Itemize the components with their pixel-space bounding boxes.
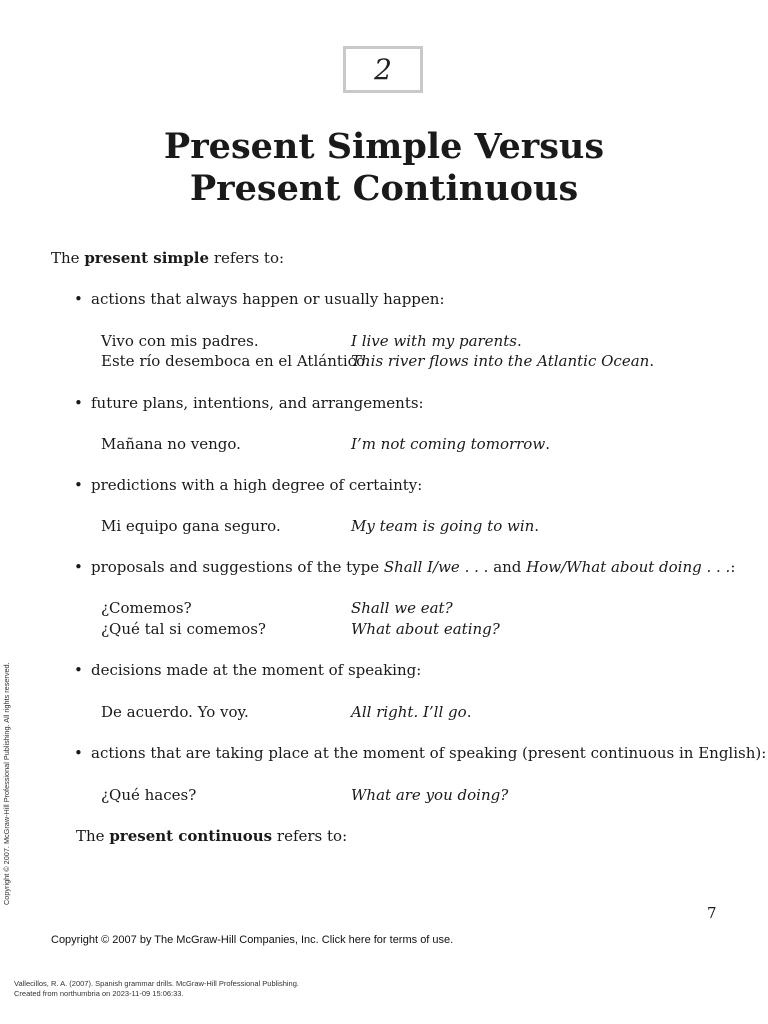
example-spanish: ¿Comemos? [101, 599, 192, 617]
use-text: proposals and suggestions of the type Shall I/we . . . and How/What about doing . . .: [91, 558, 736, 576]
example-spanish: ¿Qué tal si comemos? [101, 620, 266, 638]
chapter-title-line-2: Present Continuous [189, 168, 579, 209]
citation-line: Vallecillos, R. A. (2007). Spanish grammar drills. McGraw-Hill Professional Publishing. [14, 979, 299, 988]
bullet-icon: • [74, 558, 83, 576]
intro-present-simple [51, 248, 284, 268]
example-spanish: Mañana no vengo. [101, 435, 241, 453]
page-number: 7 [707, 904, 717, 922]
example-english: What about eating? [351, 620, 500, 638]
created-line: Created from northumbria on 2023-11-09 15:06:33. [14, 989, 184, 998]
intro-text: refers to: [209, 249, 285, 267]
intro-text: refers to: [272, 827, 348, 845]
chapter-number: 2 [374, 53, 392, 86]
intro-present-continuous [76, 826, 347, 846]
bullet-icon: • [74, 744, 83, 762]
intro-text: The [51, 249, 85, 267]
example-english: This river flows into the Atlantic Ocean. [351, 352, 655, 370]
use-item [74, 475, 422, 495]
example-spanish: ¿Qué haces? [101, 786, 197, 804]
example-english: I’m not coming tomorrow. [351, 435, 550, 453]
example-spanish: Vivo con mis padres. [101, 332, 259, 350]
example-spanish: Este río desemboca en el Atlántico. [101, 352, 370, 370]
intro-text: The [76, 827, 110, 845]
example-spanish: De acuerdo. Yo voy. [101, 703, 249, 721]
bullet-icon: • [74, 394, 83, 412]
use-text: actions that are taking place at the moment of speaking (present continuous in English): [91, 744, 767, 762]
use-item [74, 289, 445, 309]
use-text: future plans, intentions, and arrangements: [91, 394, 424, 412]
bullet-icon: • [74, 476, 83, 494]
use-item [74, 393, 424, 413]
chapter-number-box [343, 46, 423, 93]
citation-footer [14, 979, 299, 999]
use-text: decisions made at the moment of speaking: [91, 661, 422, 679]
use-item [74, 743, 766, 763]
use-item [74, 557, 735, 577]
bullet-icon: • [74, 661, 83, 679]
example-english: Shall we eat? [351, 599, 453, 617]
chapter-title-line-1: Present Simple Versus [163, 126, 605, 167]
use-text: predictions with a high degree of certainty: [91, 476, 423, 494]
use-text: actions that always happen or usually happen: [91, 290, 445, 308]
intro-term: present continuous [109, 827, 273, 845]
example-spanish: Mi equipo gana seguro. [101, 517, 281, 535]
intro-term: present simple [84, 249, 210, 267]
example-english: I live with my parents. [351, 332, 522, 350]
example-english: What are you doing? [351, 786, 509, 804]
vertical-copyright: Copyright © 2007. McGraw-Hill Professional Publishing. All rights reserved. [2, 662, 11, 905]
bullet-icon: • [74, 290, 83, 308]
chapter-title [0, 126, 768, 210]
use-item [74, 660, 421, 680]
example-english: My team is going to win. [351, 517, 540, 535]
example-english: All right. I’ll go. [351, 703, 472, 721]
terms-of-use-link[interactable]: Copyright © 2007 by The McGraw-Hill Companies, Inc. Click here for terms of use. [51, 934, 454, 946]
